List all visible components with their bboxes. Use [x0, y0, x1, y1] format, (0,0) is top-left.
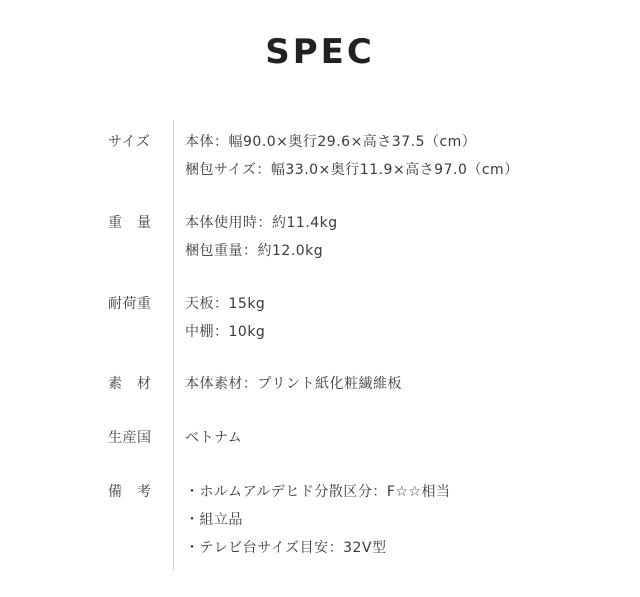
- spec-value-body-size: 本体：幅90.0×奥行29.6×高さ37.5（cm）: [185, 134, 477, 150]
- spec-label-weight: 重 量: [108, 215, 152, 231]
- spec-value-top-board-load: 天板：15kg: [185, 296, 266, 312]
- spec-value-body-weight: 本体使用時：約11.4kg: [185, 215, 338, 231]
- spec-values-notes: [185, 482, 625, 566]
- spec-value-package-weight: 梱包重量：約12.0kg: [185, 243, 324, 259]
- spec-value-tv-size: ・テレビ台サイズ目安：32V型: [185, 540, 387, 556]
- spec-value-origin: ベトナム: [185, 430, 243, 446]
- spec-label-notes: 備 考: [108, 484, 152, 500]
- spec-value-assembly: ・組立品: [185, 512, 243, 528]
- spec-title: SPEC: [265, 32, 375, 72]
- spec-value-package-size: 梱包サイズ：幅33.0×奥行11.9×高さ97.0（cm）: [185, 162, 519, 178]
- spec-values-material: [185, 374, 625, 402]
- spec-value-formaldehyde: ・ホルムアルデヒド分散区分：F☆☆相当: [185, 484, 451, 500]
- spec-value-middle-shelf-load: 中棚：10kg: [185, 324, 266, 340]
- spec-label-material: 素 材: [108, 376, 152, 392]
- spec-label-size: サイズ: [108, 134, 151, 150]
- spec-label-origin: 生産国: [108, 430, 152, 446]
- spec-value-material: 本体素材：プリント紙化粧繊維板: [185, 376, 402, 392]
- spec-values-size: [185, 132, 625, 188]
- spec-label-load: 耐荷重: [108, 296, 152, 312]
- spec-values-load: [185, 294, 625, 350]
- spec-values-origin: [185, 428, 625, 456]
- vertical-divider: [173, 120, 174, 570]
- spec-values-weight: [185, 213, 625, 269]
